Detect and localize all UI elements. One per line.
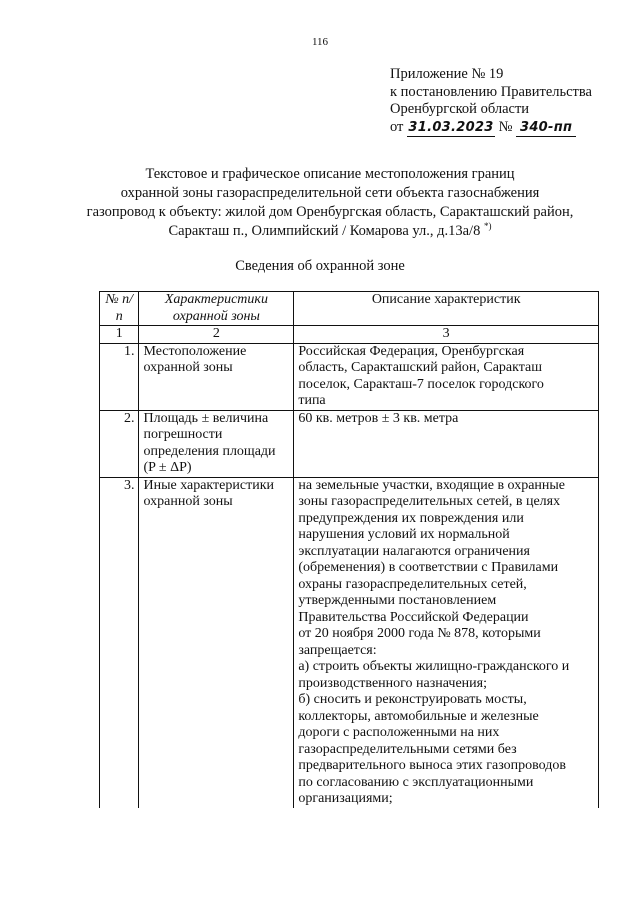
row-3-desc-line: эксплуатации налагаются ограничения <box>298 543 530 559</box>
appendix-block <box>390 66 630 137</box>
row-3-desc-line: (обременения) в соответствии с Правилами <box>298 560 559 575</box>
index-cell-1: 1 <box>100 326 139 344</box>
row-3-desc-line: утвержденными постановлением <box>298 593 497 608</box>
row-3-desc-line: дороги с расположенными на них <box>298 725 500 740</box>
appendix-line-2: к постановлению Правительства <box>390 83 592 100</box>
row-3-desc-line: предупреждения их повреждения или <box>298 510 524 526</box>
row-1-desc-line: область, Саракташский район, Саракташ <box>298 360 543 375</box>
row-1-desc-line: Российская Федерация, Оренбургская <box>298 343 525 359</box>
document-title <box>60 165 600 241</box>
row-3-desc-line: от 20 ноября 2000 года № 878, которыми <box>298 626 541 641</box>
table-row <box>100 410 599 477</box>
row-3-desc-line: зоны газораспределительных сетей, в целях <box>298 494 561 509</box>
row-3-desc-line: запрещается: <box>298 642 377 658</box>
row-3-desc-line: предварительного выноса этих газопроводов <box>298 758 567 773</box>
index-cell-2: 2 <box>139 326 294 344</box>
row-3-desc-line: нарушения условий их нормальной <box>298 527 510 542</box>
row-3-desc-line: организациями; <box>298 791 393 806</box>
zone-table <box>99 291 599 808</box>
row-2-characteristic: Площадь ± величина погрешности определения площади (P ± ΔP) <box>139 410 294 477</box>
date-prefix: от <box>390 118 404 135</box>
row-3-num: 3. <box>100 477 139 808</box>
section-subtitle: Сведения об охранной зоне <box>235 258 405 274</box>
row-3-desc-line: на земельные участки, входящие в охранные <box>298 477 566 493</box>
title-line-3: газопровод к объекту: жилой дом Оренбургская область, Саракташский район, <box>86 204 574 220</box>
row-3-desc-line: а) строить объекты жилищно-гражданского и <box>298 659 570 674</box>
appendix-line-3: Оренбургской области <box>390 101 530 117</box>
row-1-description <box>294 343 599 410</box>
row-3-desc-line: по согласованию с эксплуатационными <box>298 774 534 790</box>
title-line-4-text: Саракташ п., Олимпийский / Комарова ул., д.13а/8 <box>168 223 481 239</box>
table-row <box>100 343 599 410</box>
page-number: 116 <box>311 36 329 48</box>
row-1-num: 1. <box>100 343 139 410</box>
row-1-characteristic: Местоположение охранной зоны <box>139 343 294 410</box>
row-3-desc-line: охраны газораспределительных сетей, <box>298 576 527 592</box>
header-num: № п/п <box>100 292 139 326</box>
handwritten-number: 340-пп <box>516 119 576 138</box>
handwritten-date: 31.03.2023 <box>407 119 495 138</box>
row-3-desc-line: газораспределительными сетями без <box>298 741 517 757</box>
row-1-desc-line: типа <box>298 393 326 408</box>
row-2-description <box>294 410 599 477</box>
row-2-num: 2. <box>100 410 139 477</box>
table-row <box>100 477 599 808</box>
row-3-desc-line: коллекторы, автомобильные и железные <box>298 708 539 724</box>
row-3-characteristic: Иные характеристики охранной зоны <box>139 477 294 808</box>
title-line-4 <box>60 222 600 241</box>
title-line-1: Текстовое и графическое описание местоположения границ <box>145 166 515 182</box>
header-characteristic: Характеристики охранной зоны <box>139 292 294 326</box>
table-index-row <box>100 326 599 344</box>
header-description: Описание характеристик <box>294 292 599 326</box>
row-3-desc-line: Правительства Российской Федерации <box>298 609 529 625</box>
title-line-2: охранной зоны газораспределительной сети объекта газоснабжения <box>120 185 540 201</box>
row-1-desc-line: поселок, Саракташ-7 поселок городского <box>298 376 544 392</box>
row-3-desc-line: б) сносить и реконструировать мосты, <box>298 692 527 707</box>
row-3-desc-line: производственного назначения; <box>298 675 487 691</box>
index-cell-3: 3 <box>294 326 599 344</box>
appendix-date-line <box>390 119 630 138</box>
number-prefix: № <box>498 118 513 135</box>
row-2-desc-line: 60 кв. метров ± 3 кв. метра <box>298 410 459 426</box>
table-header-row <box>100 292 599 326</box>
footnote-mark: *) <box>483 221 492 232</box>
row-3-description <box>294 477 599 808</box>
appendix-line-1: Приложение № 19 <box>390 66 504 82</box>
